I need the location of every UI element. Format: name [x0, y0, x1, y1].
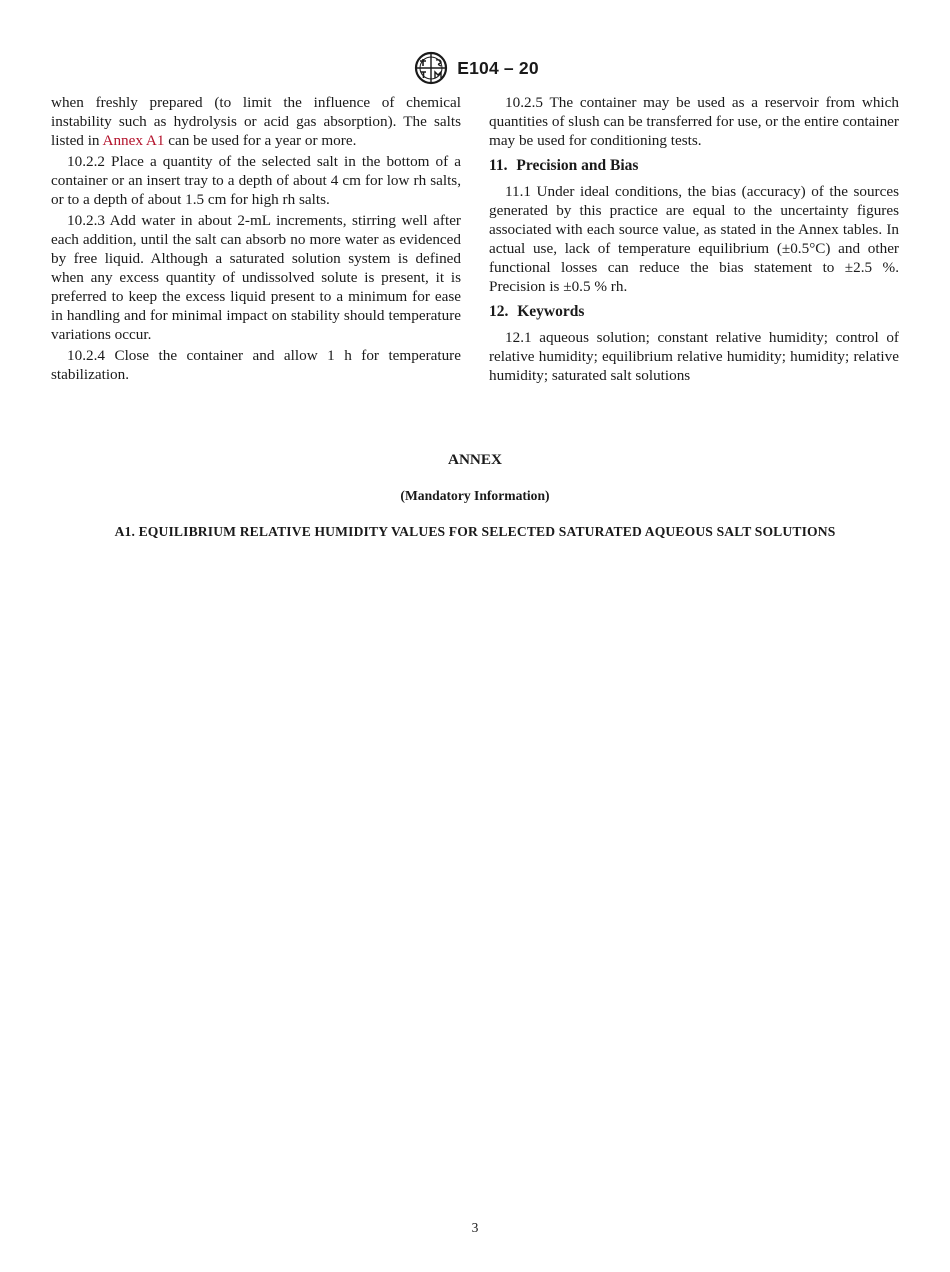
page-number: 3 [471, 1220, 479, 1235]
paragraph-10-2-2: 10.2.2 Place a quantity of the selected salt in the bottom of a container or an insert tray to a depth of about 4 cm for low rh salts, or to a depth of about 1.5 cm for high rh salts. [51, 153, 461, 208]
astm-logo-icon [411, 50, 451, 86]
paragraph-10-2-5: 10.2.5 The container may be used as a reservoir from which quantities of slush can be transferred for use, or the entire container may be used for conditioning tests. [489, 94, 899, 149]
paragraph-10-2-4: 10.2.4 Close the container and allow 1 h for temperature stabilization. [51, 347, 461, 383]
annex-title: ANNEX [447, 451, 502, 468]
annex-a1-link[interactable]: Annex A1 [102, 132, 165, 149]
document-designation: E104 – 20 [457, 57, 539, 78]
section-heading-keywords: 12. Keywords [489, 303, 585, 320]
left-column [51, 93, 461, 386]
section-heading-precision-bias: 11. Precision and Bias [489, 157, 639, 174]
annex-a1-heading: A1. EQUILIBRIUM RELATIVE HUMIDITY VALUES FOR SELECTED SATURATED AQUEOUS SALT SOLUTIONS [114, 524, 836, 539]
page-header [0, 50, 950, 86]
right-column [489, 93, 899, 387]
paragraph-continuation: when freshly prepared (to limit the influence of chemical instability such as hydrolysis or acid gas absorption). The salts listed in Annex A1 can be used for a year or more. [51, 94, 461, 149]
paragraph-11-1: 11.1 Under ideal conditions, the bias (accuracy) of the sources generated by this practice are equal to the uncertainty figures associated with each source value, as stated in the Annex tables. In actual use, lack of temperature equilibrium (±0.5°C) and other functional losses can reduce the bias statement to ±2.5 %. Precision is ±0.5 % rh. [489, 183, 899, 295]
paragraph-10-2-3: 10.2.3 Add water in about 2-mL increments, stirring well after each addition, until the salt can absorb no more water as evidenced by free liquid. Although a saturated solution system is defined when any excess quantity of undissolved solute is present, it is preferred to keep the excess liquid present to a minimum for ease in handling and for minimal impact on stability should temperature variations occur. [51, 212, 461, 343]
paragraph-12-1: 12.1 aqueous solution; constant relative humidity; control of relative humidity; equilibrium relative humidity; humidity; relative humidity; saturated salt solutions [489, 329, 899, 384]
annex-subtitle: (Mandatory Information) [400, 488, 550, 503]
